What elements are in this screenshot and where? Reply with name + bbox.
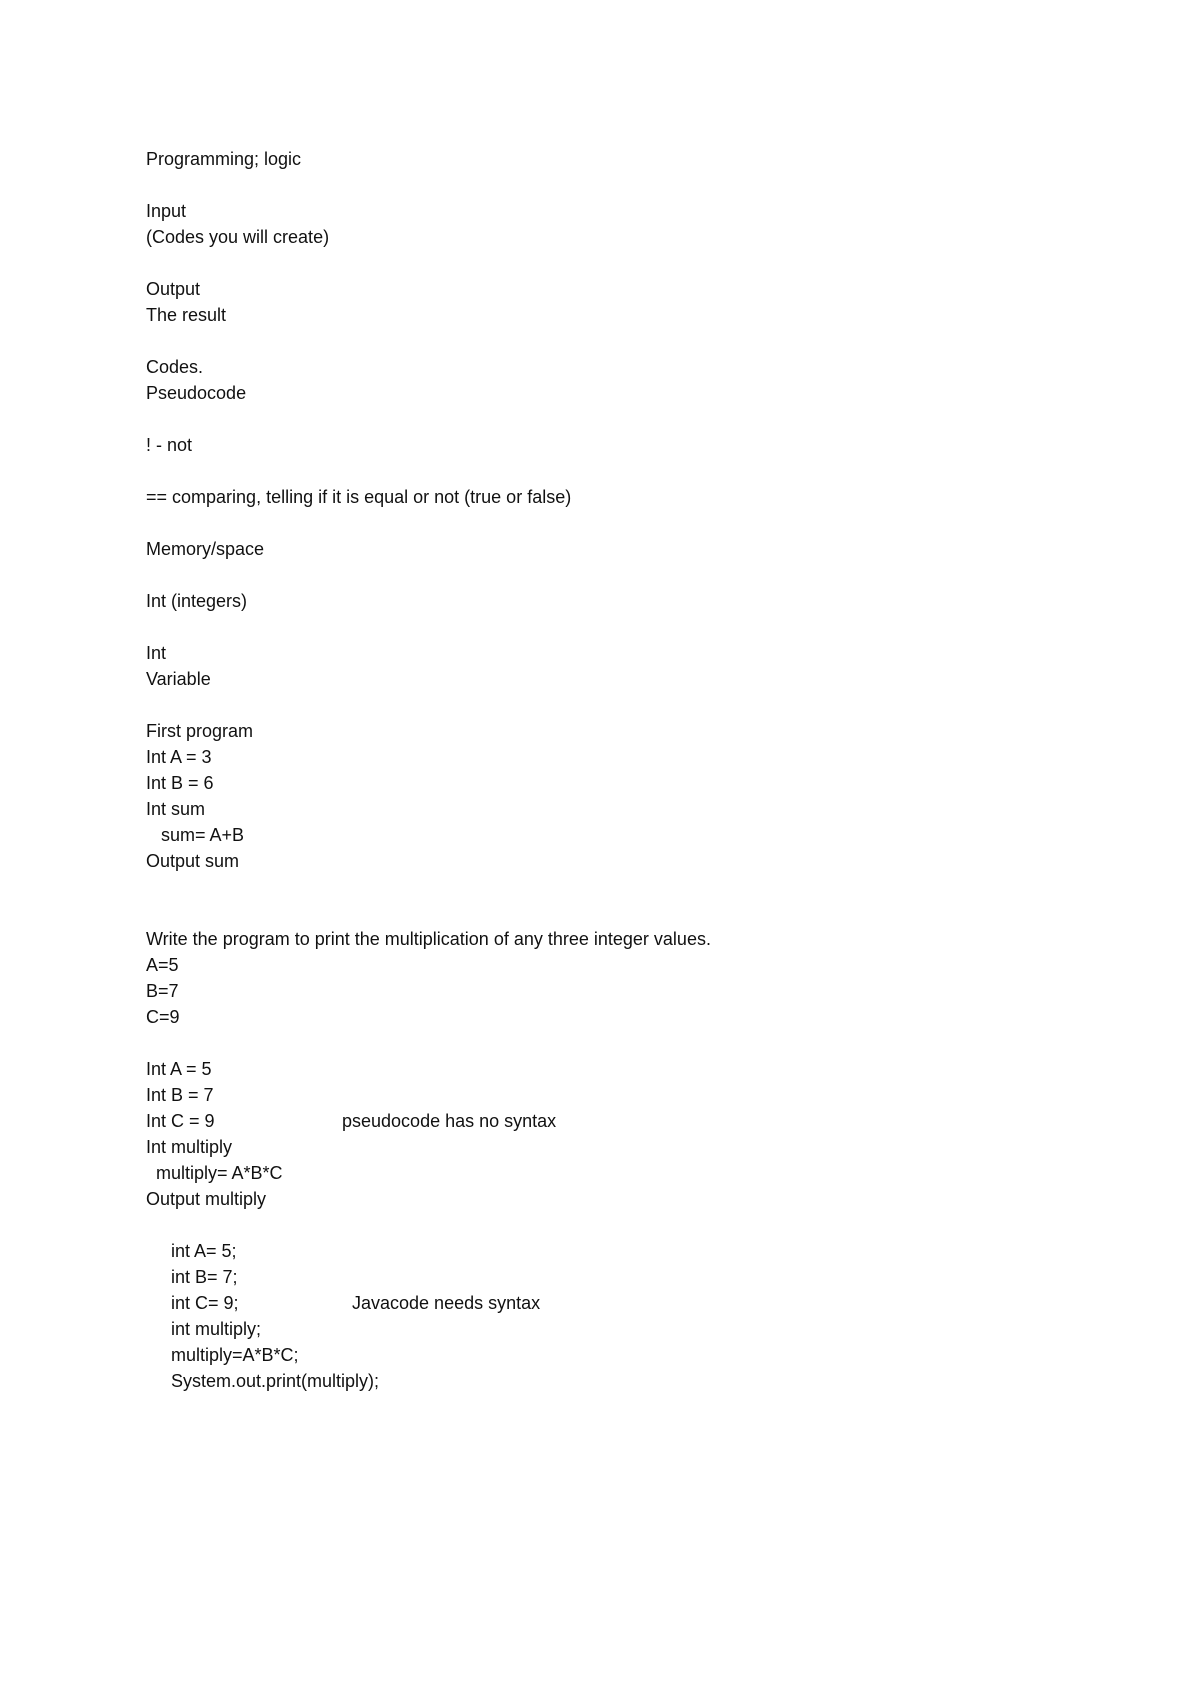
text-output-description: The result bbox=[146, 305, 227, 325]
text-pseudocode: Pseudocode bbox=[146, 383, 247, 403]
code-line: Int B = 7 bbox=[146, 1085, 214, 1105]
code-line: Int A = 5 bbox=[146, 1059, 212, 1079]
code-line: Int multiply bbox=[146, 1137, 233, 1157]
text-int: Int bbox=[146, 643, 167, 663]
java-code-line: System.out.print(multiply); bbox=[171, 1371, 380, 1391]
pseudocode-note: pseudocode has no syntax bbox=[342, 1111, 557, 1131]
text-value: B=7 bbox=[146, 981, 179, 1001]
code-line: Int B = 6 bbox=[146, 773, 214, 793]
code-line: Int sum bbox=[146, 799, 206, 819]
code-line: Int A = 3 bbox=[146, 747, 212, 767]
javacode-note: Javacode needs syntax bbox=[352, 1293, 541, 1313]
text-exercise-prompt: Write the program to print the multiplication of any three integer values. bbox=[146, 929, 711, 949]
code-line: sum= A+B bbox=[161, 825, 245, 845]
java-code-line: int C= 9; bbox=[171, 1293, 239, 1313]
code-line: Output multiply bbox=[146, 1189, 267, 1209]
heading-programming-logic: Programming; logic bbox=[146, 149, 302, 169]
text-output: Output bbox=[146, 279, 201, 299]
code-line: Output sum bbox=[146, 851, 240, 871]
text-memory-space: Memory/space bbox=[146, 539, 265, 559]
text-value: C=9 bbox=[146, 1007, 180, 1027]
text-equality-operator: == comparing, telling if it is equal or not (true or false) bbox=[146, 487, 572, 507]
code-line: Int C = 9 bbox=[146, 1111, 215, 1131]
text-input-description: (Codes you will create) bbox=[146, 227, 330, 247]
text-value: A=5 bbox=[146, 955, 179, 975]
text-int-integers: Int (integers) bbox=[146, 591, 248, 611]
text-variable: Variable bbox=[146, 669, 211, 689]
text-first-program: First program bbox=[146, 721, 254, 741]
code-line: multiply= A*B*C bbox=[156, 1163, 283, 1183]
java-code-line: int B= 7; bbox=[171, 1267, 238, 1287]
text-input: Input bbox=[146, 201, 187, 221]
java-code-line: int multiply; bbox=[171, 1319, 262, 1339]
text-not-operator: ! - not bbox=[146, 435, 193, 455]
text-codes: Codes. bbox=[146, 357, 204, 377]
java-code-line: multiply=A*B*C; bbox=[171, 1345, 299, 1365]
java-code-line: int A= 5; bbox=[171, 1241, 237, 1261]
